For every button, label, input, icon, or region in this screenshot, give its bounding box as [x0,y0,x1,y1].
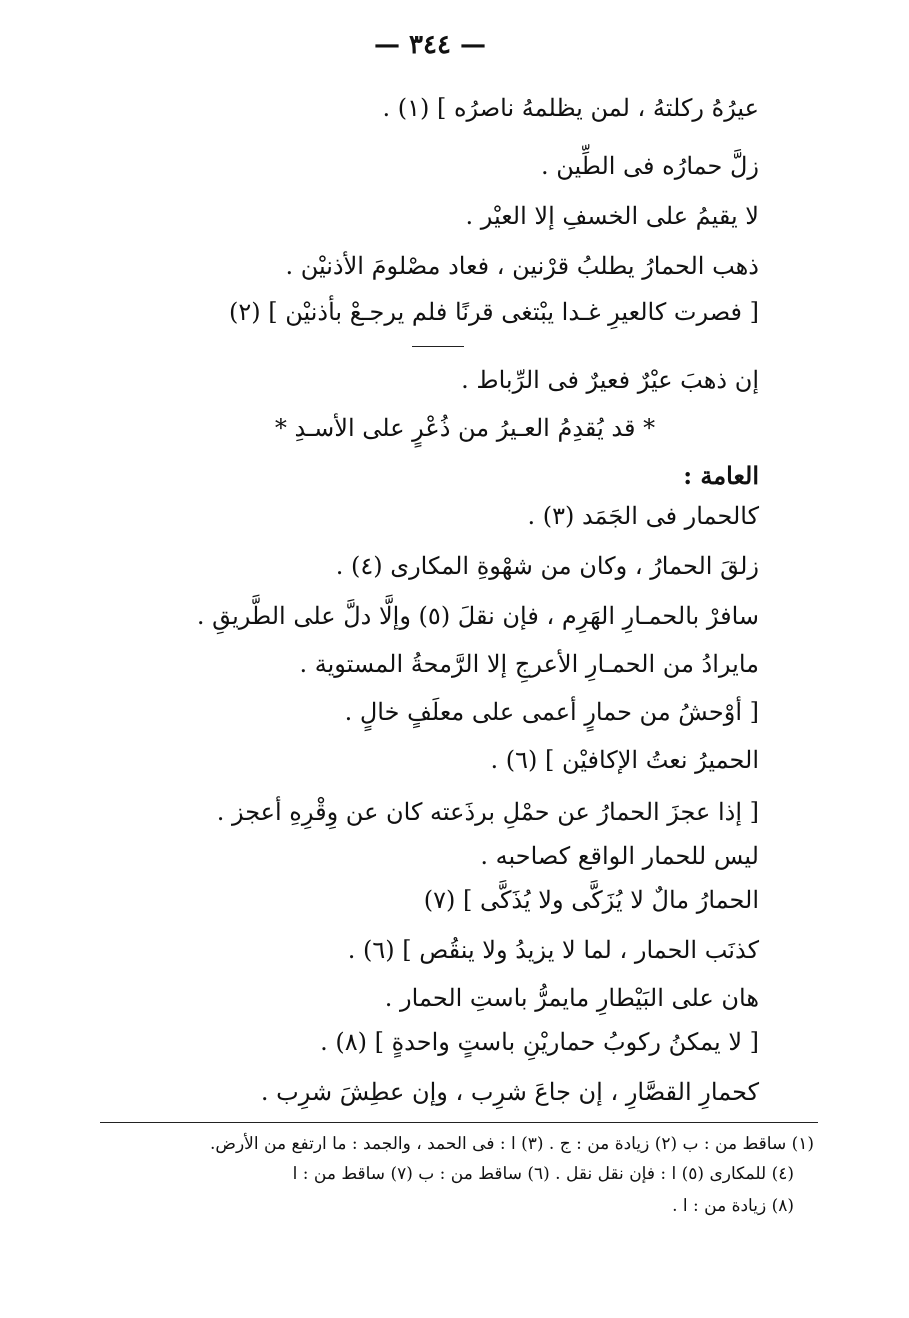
text-line: ذهب الحمارُ يطلبُ قرْنين ، فعاد مصْلومَ الأذنيْن . [285,252,759,280]
section-heading: العامة : [683,461,759,490]
footnote-line: (٨) زيادة من : ا . [672,1196,794,1216]
text-line: عيرُهُ ركلتهُ ، لمن يظلمهُ ناصرُه ] (١) . [382,94,759,122]
text-line: زلقَ الحمارُ ، وكان من شهْوةِ المكارى (٤) . [335,552,759,580]
text-line: ليس للحمار الواقع كصاحبه . [480,842,759,870]
footnote-line: (٤) للمكارى (٥) ا : فإن نقل نقل . (٦) ساقط من : ب (٧) ساقط من : ا [292,1164,794,1184]
text-line: الحميرُ نعتُ الإكافيْن ] (٦) . [490,746,759,774]
text-line: [ إذا عجزَ الحمارُ عن حمْلِ برذَعته كان عن وِقْرِهِ أعجز . [216,798,759,826]
text-line: الحمارُ مالٌ لا يُزَكَّى ولا يُذَكَّى ] (٧) [423,886,759,914]
footnote-separator [100,1122,818,1123]
footnote-line: (١) ساقط من : ب (٢) زيادة من : ج . (٣) ا : فى الحمد ، والجمد : ما ارتفع من الأرض. [210,1134,814,1154]
text-line: [ أوْحشُ من حمارٍ أعمى على معلَفٍ خالٍ . [344,698,759,726]
page-number: — ٣٤٤ — [373,30,487,60]
text-line: كحمارِ القصَّارِ ، إن جاعَ شرِب ، وإن عطِشَ شرِب . [260,1078,759,1106]
text-line: إن ذهبَ عيْرٌ فعيرٌ فى الرِّباط . [461,366,759,394]
text-line: زلَّ حمارُه فى الطِّين . [540,152,759,180]
verse-line: * قد يُقدِمُ العـيرُ من ذُعْرٍ على الأسـدِ * [274,414,656,442]
text-line: كالحمار فى الجَمَد (٣) . [527,502,759,530]
text-line: لا يقيمُ على الخسفِ إلا العيْر . [465,202,759,230]
text-line: سافرْ بالحمـارِ الهَرِم ، فإن نقلَ (٥) وإلَّا دلَّ على الطَّريقِ . [196,602,759,630]
verse-line: [ فصرت كالعيرِ غـدا يبْتغى قرنًا فلم يرجـعْ بأذنيْن ] (٢) [228,298,759,326]
text-line: مايرادُ من الحمـارِ الأعرجِ إلا الرَّمحةُ المستوية . [299,650,759,678]
text-line: كذنَب الحمار ، لما لا يزيدُ ولا ينقُص ] (٦) . [347,936,759,964]
text-line: [ لا يمكنُ ركوبُ حماريْنِ باستٍ واحدةٍ ] (٨) . [320,1028,759,1056]
verse-separator [412,346,464,347]
text-line: هان على البَيْطارِ مايمرُّ باستِ الحمار . [384,984,759,1012]
